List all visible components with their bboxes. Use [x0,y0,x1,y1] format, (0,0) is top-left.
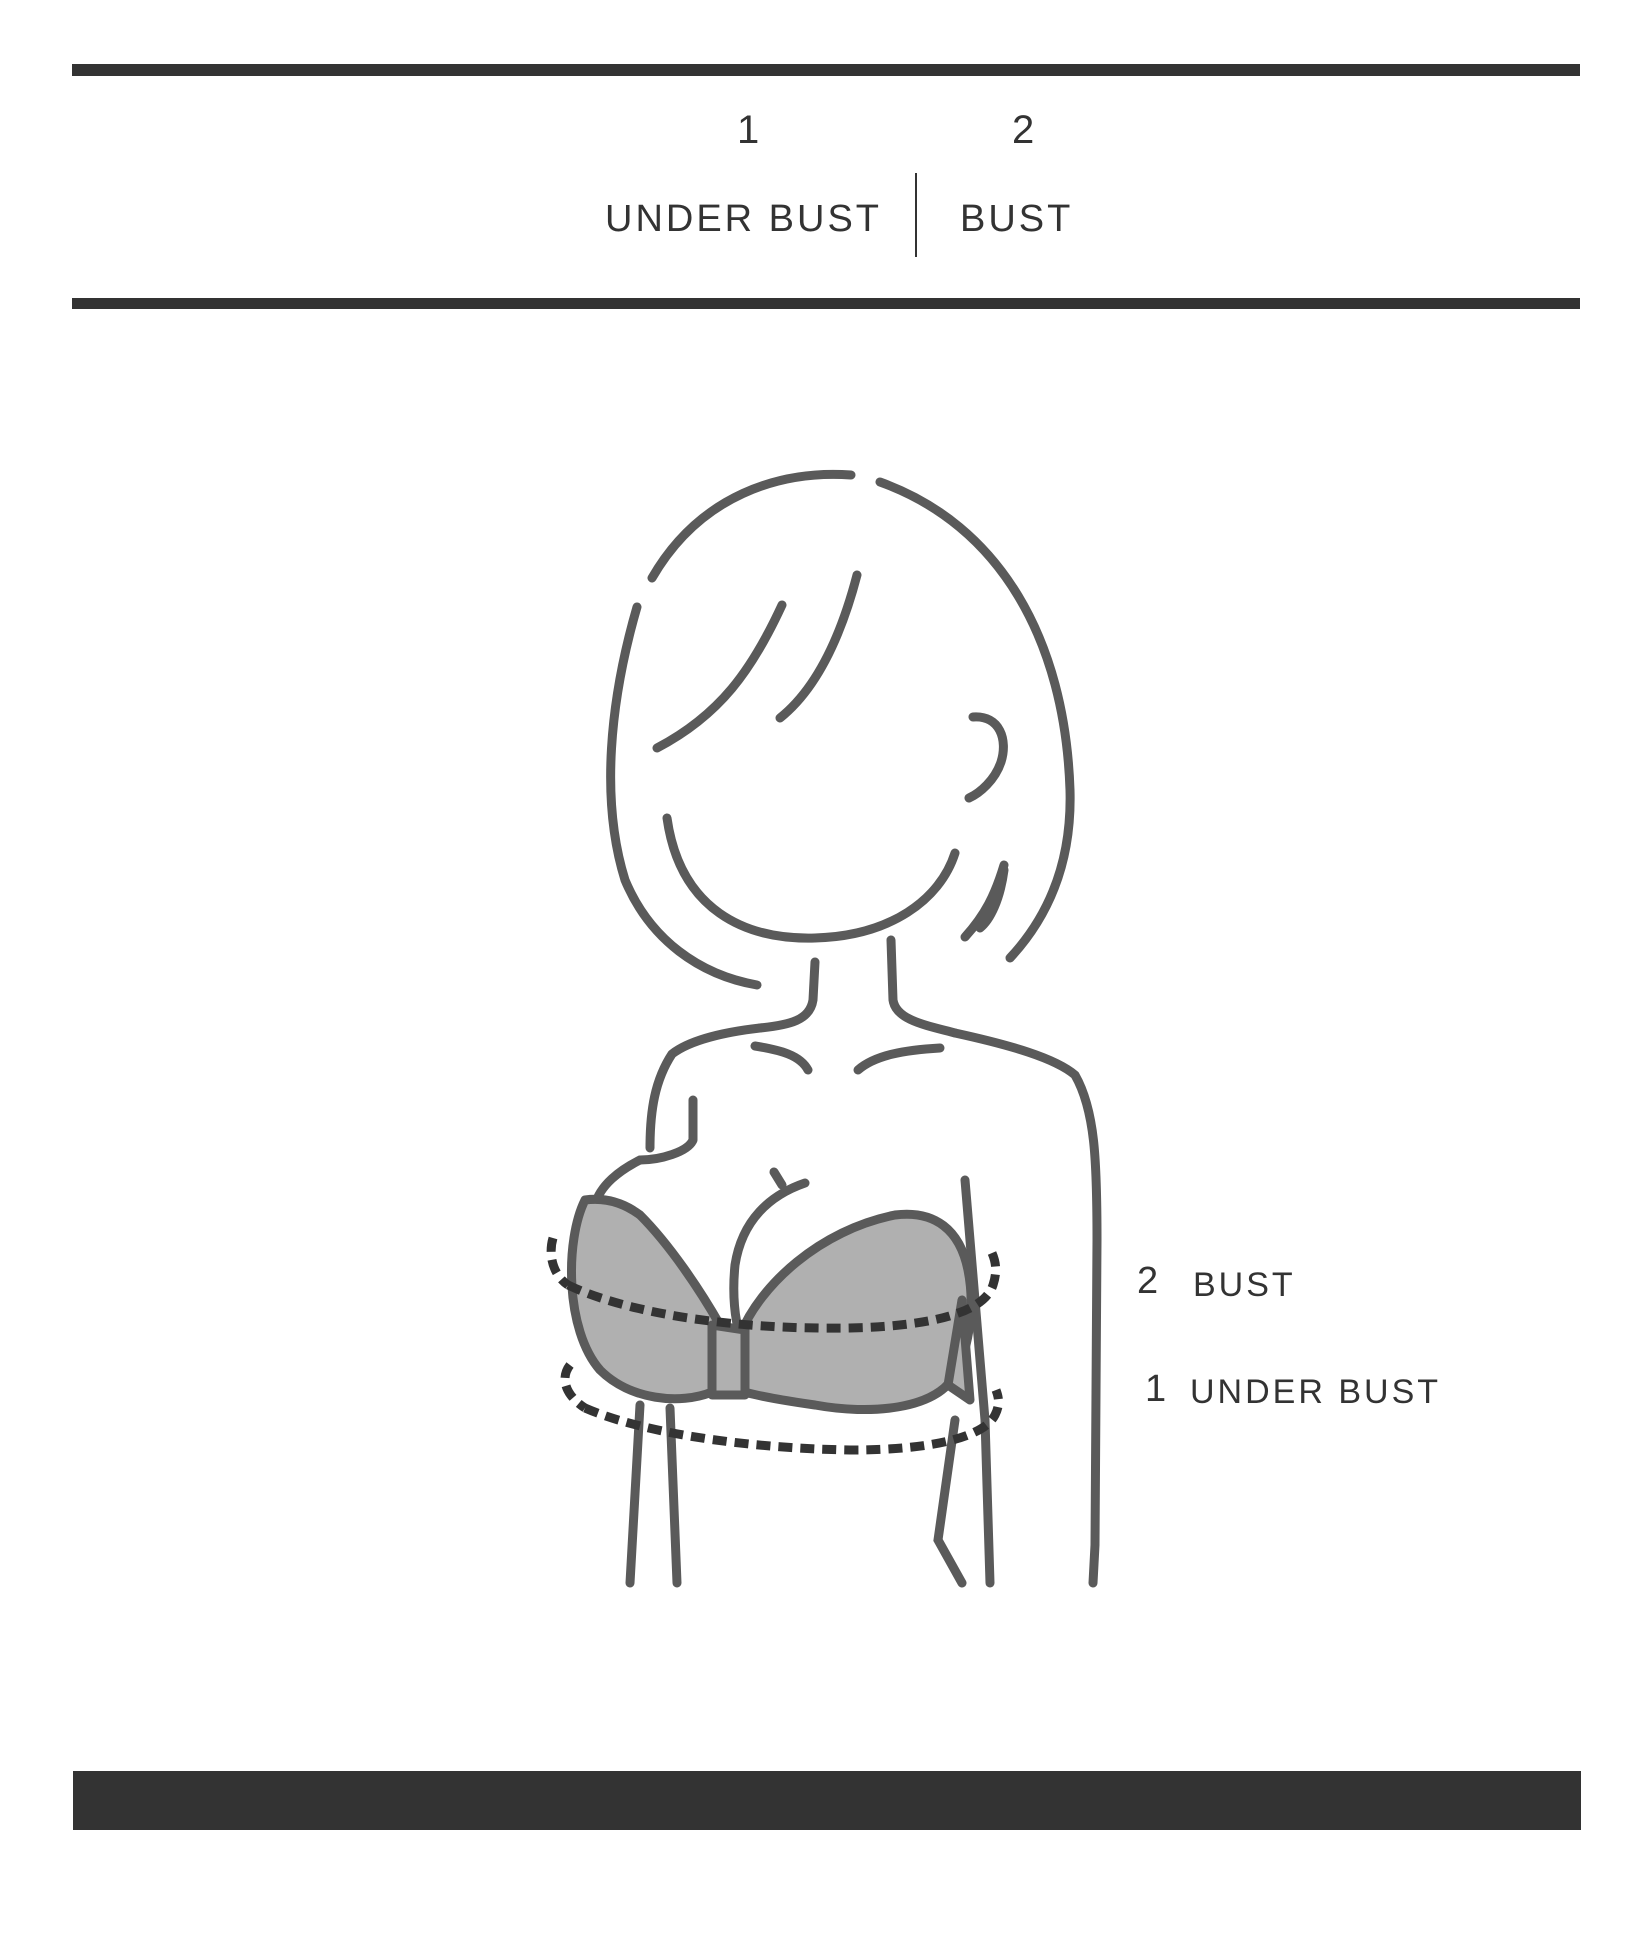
center-gore [712,1325,745,1395]
bust-measure-line-back [551,1238,568,1285]
hair-bang-2 [780,575,857,718]
header-number-under-bust: 1 [737,108,760,152]
neck-left [760,962,815,1028]
cleavage-mark [774,1172,782,1185]
legend-label-bust: BUST [1193,1266,1296,1304]
collarbone-right [858,1048,940,1070]
legend-label-under-bust: UNDER BUST [1190,1373,1442,1411]
legend-number-bust: 2 [1137,1260,1159,1302]
footer-bar [73,1771,1581,1830]
body-left-side [630,1405,640,1583]
ear [969,717,1003,798]
legend-number-under-bust: 1 [1145,1368,1167,1410]
shoulder-left [650,1028,760,1148]
hair-left-side [611,607,757,985]
header-label-bust: BUST [960,198,1074,240]
under-bust-measure-line-back [565,1365,585,1408]
hair-top-left [652,474,851,578]
header-number-bust: 2 [1012,108,1035,152]
face-contour [667,818,955,938]
right-cup [740,1214,971,1409]
hair-bang-1 [657,605,782,748]
neck-right [891,940,955,1033]
header-label-under-bust: UNDER BUST [605,198,883,240]
collarbone-left [755,1046,808,1070]
